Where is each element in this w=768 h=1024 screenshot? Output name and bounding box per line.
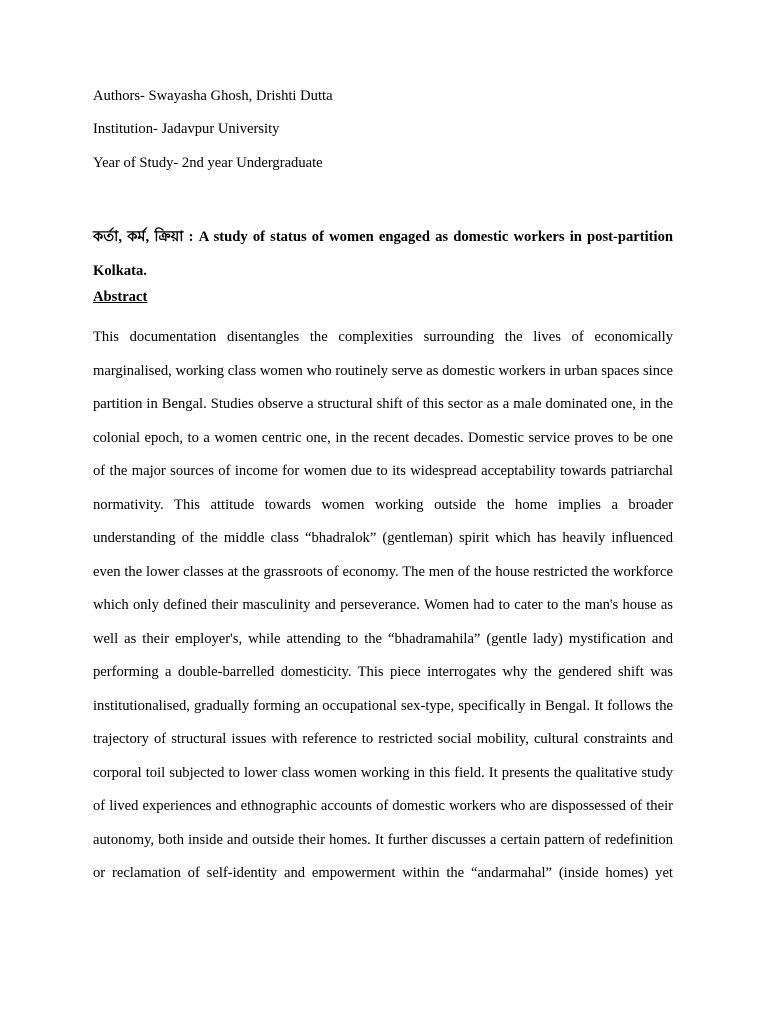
abstract-heading: Abstract bbox=[93, 289, 148, 305]
paper-title: কর্তা, কর্ম, ক্রিয়া : A study of status of women engaged as domestic workers in post-partition Kolkata. bbox=[93, 229, 673, 279]
abstract-paragraph: This documentation disentangles the complexities surrounding the lives of economically marginalised, working class women who routinely serve as domestic workers in urban spaces since partition in Bengal. Studies observe a structural shift of this sector as a male dominated one, in the colonial epoch, to a women centric one, in the recent decades. Domestic service proves to be one of the major sources of income for women due to its widespread acceptability towards patriarchal normativity. This attitude towards women working outside the home implies a broader understanding of the middle class “bhadralok” (gentleman) spirit which has heavily influenced even the lower classes at the grassroots of economy. The men of the house restricted the workforce which only defined their masculinity and perseverance. Women had to cater to the man's house as well as their employer's, while attending to the “bhadramahila” (gentle lady) mystification and performing a double-barrelled domesticity. This piece interrogates why the gendered shift was institutionalised, gradually forming an occupational sex-type, specifically in Bengal. It follows the trajectory of structural issues with reference to restricted social mobility, cultural constraints and corporal toil subjected to lower class women working in this field. It presents the qualitative study of lived experiences and ethnographic accounts of domestic workers who are dispossessed of their autonomy, both inside and outside their homes. It further discusses a certain pattern of redefinition or reclamation of self-identity and empowerment within the “andarmahal” (inside homes) yet bbox=[93, 329, 673, 881]
institution-line: Institution- Jadavpur University bbox=[93, 121, 280, 137]
authors-line: Authors- Swayasha Ghosh, Drishti Dutta bbox=[93, 88, 333, 104]
year-of-study-line: Year of Study- 2nd year Undergraduate bbox=[93, 155, 323, 171]
